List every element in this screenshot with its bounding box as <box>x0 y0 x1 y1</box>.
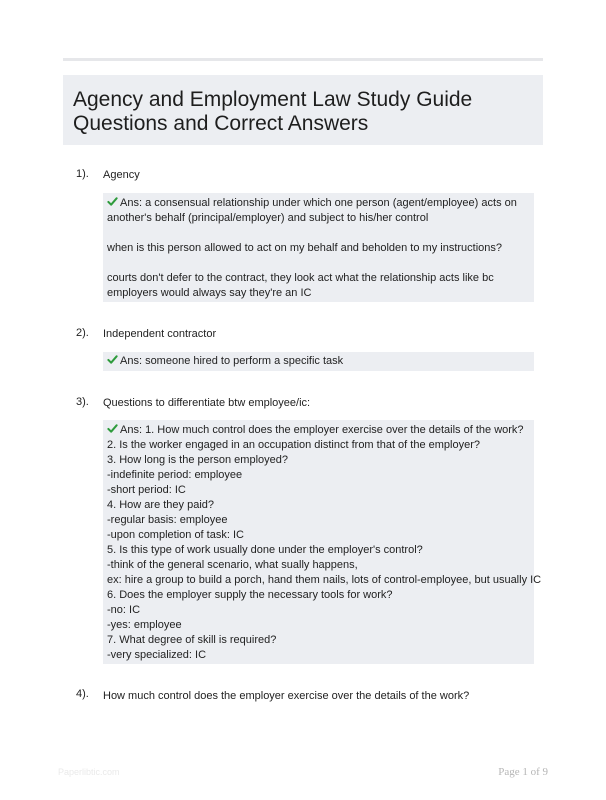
answer-line-1 <box>107 354 343 369</box>
answer-line: when is this person allowed to act on my behalf and beholden to my instructions? <box>107 242 503 254</box>
question-number: 1). <box>76 168 89 180</box>
check-icon <box>107 423 118 434</box>
check-icon <box>107 354 118 365</box>
question-number: 3). <box>76 396 89 408</box>
answer-line: 6. Does the employer supply the necessary tools for work? <box>107 589 393 601</box>
answer-line: -yes: employee <box>107 619 182 631</box>
watermark-text: Paperlibtic.com <box>58 767 120 777</box>
answer-line: -very specialized: IC <box>107 649 207 661</box>
answer-line: courts don't defer to the contract, they look act what the relationship acts like bc <box>107 272 494 284</box>
answer-line: another's behalf (principal/employer) and subject to his/her control <box>107 212 429 224</box>
answer-line: -indefinite period: employee <box>107 469 243 481</box>
answer-line-1 <box>107 196 517 211</box>
answer-line: 7. What degree of skill is required? <box>107 634 277 646</box>
question-number: 2). <box>76 327 89 339</box>
title-banner <box>63 75 543 145</box>
question-text: How much control does the employer exercise over the details of the work? <box>103 690 470 702</box>
answer-text: Ans: someone hired to perform a specific task <box>120 355 344 367</box>
page-title-line-2: Questions and Correct Answers <box>73 112 369 135</box>
question-number: 4). <box>76 688 89 700</box>
answer-panel <box>103 352 534 371</box>
answer-text: Ans: a consensual relationship under which one person (agent/employee) acts on <box>120 197 517 209</box>
answer-line: -no: IC <box>107 604 141 616</box>
answer-text: Ans: 1. How much control does the employer exercise over the details of the work? <box>120 424 524 436</box>
question-text: Agency <box>103 169 140 181</box>
answer-line: 5. Is this type of work usually done under the employer's control? <box>107 544 423 556</box>
answer-panel <box>103 420 542 664</box>
page-title-line-1: Agency and Employment Law Study Guide <box>73 88 473 111</box>
check-icon <box>107 196 118 207</box>
answer-line: 3. How long is the person employed? <box>107 454 288 466</box>
top-divider <box>63 58 543 61</box>
answer-line: employers would always say they're an IC <box>107 287 312 299</box>
answer-line: -think of the general scenario, what sually happens, <box>107 559 358 571</box>
answer-line: 4. How are they paid? <box>107 499 215 511</box>
answer-panel <box>103 193 534 302</box>
question-text: Questions to differentiate btw employee/ic: <box>103 397 311 409</box>
answer-line-1 <box>107 423 524 438</box>
answer-line: -regular basis: employee <box>107 514 228 526</box>
answer-line: ex: hire a group to build a porch, hand them nails, lots of control-employee, but usually IC <box>107 574 542 586</box>
answer-line: -upon completion of task: IC <box>107 529 244 541</box>
answer-line: -short period: IC <box>107 484 186 496</box>
page-indicator: Page 1 of 9 <box>498 766 548 778</box>
answer-line: 2. Is the worker engaged in an occupation distinct from that of the employer? <box>107 439 480 451</box>
question-text: Independent contractor <box>103 328 217 340</box>
